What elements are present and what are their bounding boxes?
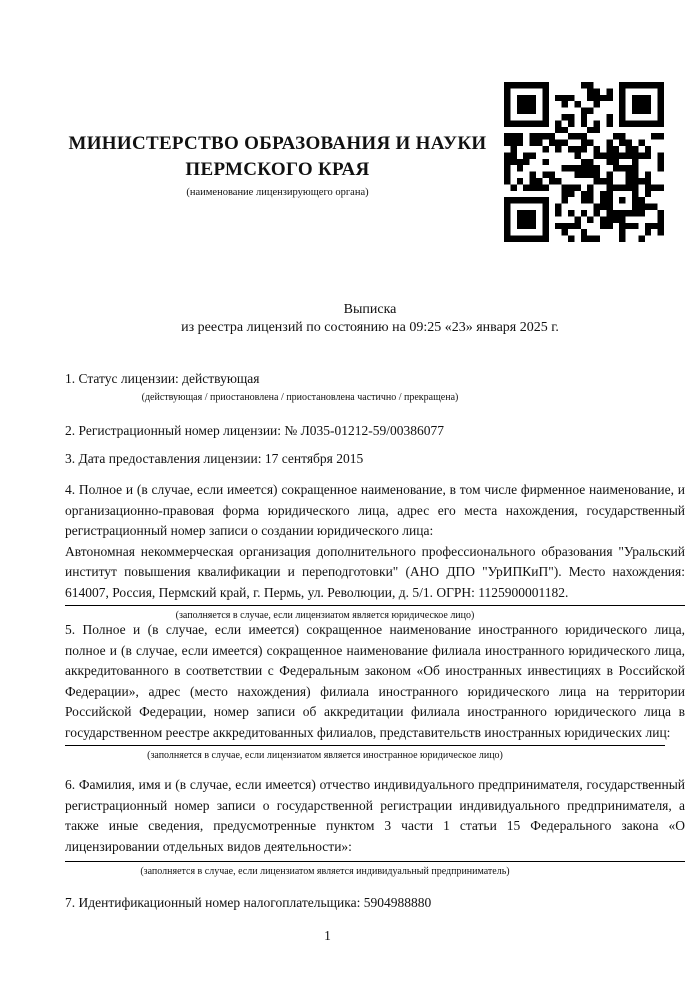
document-title-line1: Выписка — [343, 302, 397, 317]
qr-code-icon — [504, 82, 664, 242]
item-foreign-entity — [65, 620, 685, 762]
item-license-grant-date — [65, 449, 685, 470]
document-title-line2: из реестра лицензий по состоянию на 09:25 «23» января 2025 г. — [181, 320, 559, 335]
document-title — [65, 301, 675, 337]
licensing-authority-header — [65, 131, 490, 199]
legal-entity-value: Автономная некоммерческая организация дополнительного профессионального образования "Уральский институт повышения квалификации и переподготовки" (АНО ДПО "УрИПКиП"). Место нахождения: 614007, Россия, Пермский край, г. Пермь, ул. Революции, д. 5/1. ОГРН: 1125900001182. — [65, 543, 685, 600]
individual-entrepreneur-label: 6. Фамилия, имя и (в случае, если имеется) отчество индивидуального предпринимателя, государственный регистрационный номер записи о государственной регистрации индивидуального предпринимателя, а также иные сведения, предусмотренные пунктом 3 части 1 статьи 15 Федерального закона «О лицензировании отдельных видов деятельности»: — [65, 777, 685, 854]
page-number: 1 — [324, 928, 331, 943]
taxpayer-id-text: 7. Идентификационный номер налогоплательщика: 5904988880 — [65, 895, 432, 910]
authority-caption: (наименование лицензирующего органа) — [186, 187, 369, 198]
item-taxpayer-id — [65, 893, 685, 914]
item-registration-number — [65, 421, 685, 442]
item-license-status — [65, 369, 685, 404]
foreign-entity-label: 5. Полное и (в случае, если имеется) сокращенное наименование иностранного юридического лица, полное и (в случае, если имеется) сокращенное наименование филиала иностранного юридического лица, аккредитованного в соответствии с Федеральным законом «Об иностранных инвестициях в Российской Федерации», адрес (место нахождения) филиала иностранного юридического лица на территории Российской Федерации, номер записи об аккредитации филиала иностранного юридического лица в государственном реестре аккредитованных филиалов, представительств иностранных юридических лиц: — [65, 622, 685, 740]
individual-entrepreneur-blank-line — [65, 861, 685, 862]
license-status-note: (действующая / приостановлена / приостановлена частично / прекращена) — [141, 391, 459, 403]
license-grant-date-text: 3. Дата предоставления лицензии: 17 сентября 2015 — [65, 451, 364, 466]
item-individual-entrepreneur — [65, 775, 685, 878]
authority-name-line1: МИНИСТЕРСТВО ОБРАЗОВАНИЯ И НАУКИ — [68, 133, 487, 154]
foreign-entity-note: (заполняется в случае, если лицензиатом является иностранное юридическое лицо) — [147, 750, 503, 761]
registration-number-text: 2. Регистрационный номер лицензии: № Л035-01212-59/00386077 — [65, 423, 445, 438]
authority-name-line2: ПЕРМСКОГО КРАЯ — [185, 159, 370, 180]
individual-entrepreneur-note: (заполняется в случае, если лицензиатом является индивидуальный предприниматель) — [140, 866, 510, 877]
foreign-entity-blank-line — [65, 745, 665, 746]
legal-entity-underline — [65, 605, 685, 606]
legal-entity-note: (заполняется в случае, если лицензиатом является юридическое лицо) — [175, 610, 475, 621]
item-legal-entity — [65, 480, 685, 622]
license-status-text: 1. Статус лицензии: действующая — [65, 371, 260, 386]
legal-entity-label: 4. Полное и (в случае, если имеется) сокращенное наименование, в том числе фирменное наименование, и организационно-правовая форма юридического лица, адрес его места нахождения, государственный регистрационный номер записи о создании юридического лица: — [65, 482, 685, 538]
